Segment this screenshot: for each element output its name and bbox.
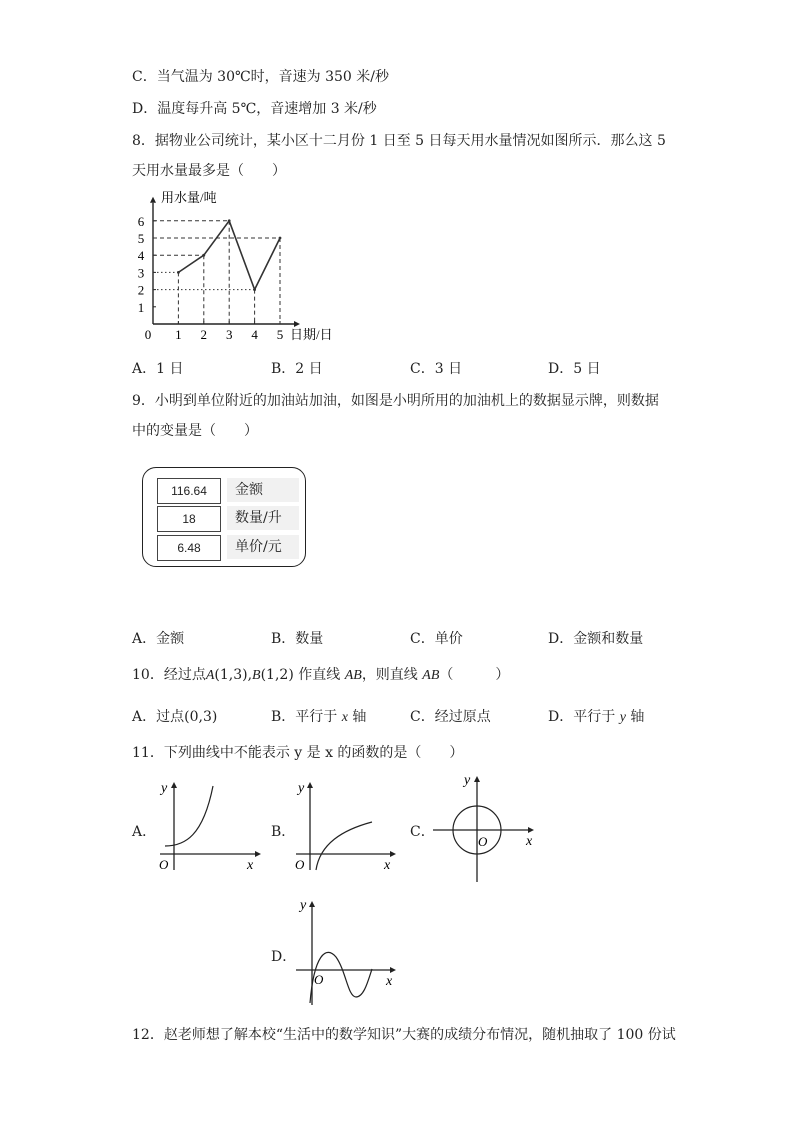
q8-option-d: D．5 日: [548, 361, 601, 377]
q9-stem-line1: 9．小明到单位附近的加油站加油，如图是小明所用的加油机上的数据显示牌，则数据: [132, 393, 659, 409]
x-axis-title: 日期/日: [290, 327, 333, 342]
y-tick-label-5: 5: [137, 231, 145, 246]
data-point-day-5: [279, 237, 282, 240]
q10-stem: [132, 664, 509, 684]
q10-stem-end: （ ）: [439, 667, 510, 683]
x-axis-arrow-icon: [528, 827, 534, 833]
q10-line-name-2: AB: [422, 668, 440, 683]
display-volume-value: 18: [157, 506, 221, 532]
origin-label: O: [314, 972, 324, 987]
q10-option-d: [548, 706, 644, 726]
origin-label: O: [478, 834, 488, 849]
q9-stem-line2: 中的变量是（ ）: [132, 423, 258, 439]
q10-option-b-text: B．平行于: [271, 709, 342, 725]
q10-option-b-suffix: 轴: [347, 709, 367, 725]
y-axis-label: y: [300, 898, 307, 913]
q10-option-a-text: A．过点: [132, 709, 185, 725]
q11-option-b-label: B．: [271, 824, 296, 840]
x-tick-label-0: 0: [144, 327, 152, 342]
y-tick-label-4: 4: [137, 248, 145, 264]
q11-option-a-label: A．: [132, 824, 157, 840]
fuel-dispenser-display: [142, 467, 306, 567]
x-axis-label: x: [247, 858, 254, 873]
y-axis-arrow-icon: [309, 901, 315, 907]
display-unit-price-value: 6.48: [157, 535, 221, 561]
q10-point-a-coords: (1,3),: [214, 667, 253, 683]
q10-option-a: [132, 706, 217, 726]
q8-stem-line2: 天用水量最多是（ ）: [132, 163, 286, 179]
q8-option-b: B．2 日: [271, 361, 323, 377]
y-tick-label-6: 6: [137, 213, 145, 229]
q10-option-d-math: y: [619, 710, 626, 725]
y-axis-label: y: [298, 781, 305, 796]
q11-option-d-label: D．: [271, 949, 297, 965]
q10-stem-mid: 作直线: [293, 667, 345, 683]
q10-option-c: C．经过原点: [410, 709, 491, 725]
y-tick-label-2: 2: [137, 282, 145, 298]
display-unit-price-label: 单价/元: [227, 535, 299, 559]
q10-point-a: A: [205, 668, 215, 683]
q10-option-a-math: (0,3): [184, 709, 218, 725]
q10-stem-prefix: 10．经过点: [132, 667, 206, 683]
x-tick-label-1: 1: [175, 327, 182, 342]
q11-graph-b: [292, 778, 402, 873]
root-curve: [316, 822, 372, 870]
x-tick-label-4: 4: [251, 327, 258, 342]
x-axis-arrow-icon: [390, 967, 396, 973]
data-point-day-1: [177, 271, 180, 274]
x-axis-arrow-icon: [255, 851, 261, 857]
x-axis-arrow-icon: [390, 851, 396, 857]
q10-option-b: [271, 706, 366, 726]
q10-option-d-suffix: 轴: [625, 709, 645, 725]
display-amount-value: 116.64: [157, 478, 221, 504]
q11-stem: 11．下列曲线中不能表示 y 是 x 的函数的是（ ）: [132, 745, 464, 761]
q10-option-b-math: x: [341, 710, 348, 725]
x-tick-label-2: 2: [200, 327, 208, 342]
q10-stem-mid2: ，则直线: [361, 667, 423, 683]
y-axis-arrow-icon: [307, 782, 313, 788]
q12-stem-line1: 12．赵老师想了解本校“生活中的数学知识”大赛的成绩分布情况，随机抽取了 100 份试: [132, 1027, 676, 1043]
q8-option-a: A．1 日: [132, 361, 184, 377]
x-tick-label-5: 5: [276, 327, 284, 342]
q8-option-c: C．3 日: [410, 361, 463, 377]
origin-label: O: [159, 857, 169, 872]
x-axis-label: x: [384, 858, 391, 873]
y-tick-label-1: 1: [137, 299, 145, 315]
data-point-day-4: [253, 288, 256, 291]
data-point-day-3: [228, 219, 231, 222]
display-amount-label: 金额: [227, 478, 299, 502]
q10-line-name-1: AB: [344, 668, 362, 683]
q9-option-c: C．单价: [410, 631, 463, 647]
y-axis-arrow-icon: [171, 782, 177, 788]
q10-option-d-text: D．平行于: [548, 709, 620, 725]
q11-option-c-label: C．: [410, 824, 435, 840]
q7-option-c: C．当气温为 30℃时，音速为 350 米/秒: [132, 69, 389, 85]
q10-point-b: B: [252, 668, 261, 683]
q10-point-b-coords: (1,2): [260, 667, 294, 683]
y-axis-title: 用水量/吨: [161, 190, 217, 205]
origin-label: O: [295, 857, 305, 872]
q7-option-d: D．温度每升高 5℃，音速增加 3 米/秒: [132, 101, 377, 117]
y-axis-arrow-icon: [474, 776, 480, 782]
y-axis-arrow-icon: [150, 197, 156, 203]
q9-option-d: D．金额和数量: [548, 631, 644, 647]
q9-option-b: B．数量: [271, 631, 324, 647]
y-axis-label: y: [464, 773, 471, 788]
x-axis-label: x: [526, 834, 533, 849]
x-tick-label-3: 3: [225, 327, 233, 342]
q11-graph-a: [155, 778, 265, 873]
q11-graph-c: [428, 770, 543, 885]
y-tick-label-3: 3: [137, 265, 145, 281]
q9-option-a: A．金额: [132, 631, 185, 647]
q8-stem-line1: 8．据物业公司统计，某小区十二月份 1 日至 5 日每天用水量情况如图所示．那么这 5: [132, 133, 666, 149]
data-point-day-2: [202, 254, 205, 257]
y-axis-label: y: [161, 781, 168, 796]
exponential-curve: [165, 786, 213, 846]
q8-water-usage-chart: [132, 186, 342, 346]
display-volume-label: 数量/升: [227, 506, 299, 530]
q11-graph-d: [292, 895, 402, 1010]
x-axis-label: x: [386, 974, 393, 989]
